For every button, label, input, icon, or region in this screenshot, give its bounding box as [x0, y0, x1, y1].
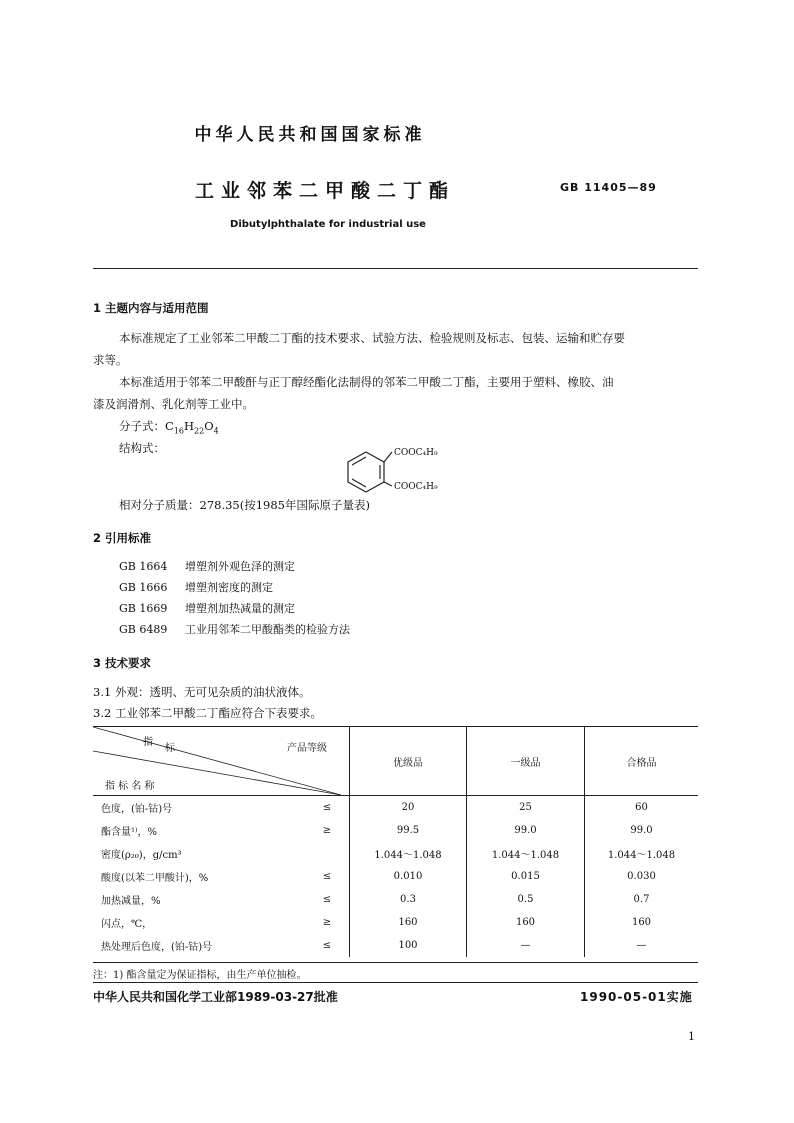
- item-name: 热处理后色度，(铂-钴)号: [101, 942, 213, 953]
- page-number: 1: [688, 1030, 695, 1043]
- value-qualified: —: [585, 934, 699, 957]
- formula-o: O: [204, 419, 214, 433]
- section-1-para2-line2: 漆及润滑剂、乳化剂等工业中。: [93, 397, 254, 411]
- structural-formula: [340, 440, 470, 500]
- header-biao: 标: [165, 743, 175, 754]
- header-zhi: 指: [143, 737, 153, 748]
- value-premium: 0.3: [350, 888, 467, 911]
- reference-item: [119, 556, 350, 577]
- substituent-2: COOC₄H₉: [394, 482, 438, 492]
- formula-label: 分子式：: [119, 419, 165, 433]
- grade-qualified: 合格品: [585, 727, 699, 796]
- reference-item: [119, 577, 350, 598]
- item-operator: ≤: [322, 940, 332, 951]
- reference-code: GB 1666: [119, 581, 168, 594]
- section-1-para2-line1: 本标准适用于邻苯二甲酸酐与正丁醇经酯化法制得的邻苯二甲酸二丁酯，主要用于塑料、橡胶、油: [119, 375, 614, 389]
- document-title: 工业邻苯二甲酸二丁酯: [194, 180, 455, 202]
- reference-code: GB 1664: [119, 560, 168, 573]
- value-premium: 1.044～1.048: [350, 842, 467, 865]
- table-row: [93, 842, 698, 865]
- grade-first: 一级品: [467, 727, 585, 796]
- table-row: [93, 888, 698, 911]
- approval-line: 中华人民共和国化学工业部1989-03-27批准: [93, 990, 338, 1004]
- value-qualified: 60: [585, 796, 699, 820]
- header-divider: [93, 268, 698, 269]
- value-qualified: 160: [585, 911, 699, 934]
- item-operator: ≤: [322, 894, 332, 905]
- substituent-1: COOC₄H₉: [394, 448, 438, 458]
- specification-table: [93, 727, 698, 957]
- formula-c-count: 16: [173, 426, 184, 436]
- table-row: [93, 796, 698, 820]
- formula-o-count: 4: [213, 426, 219, 436]
- reference-title: 增塑剂外观色泽的测定: [185, 560, 295, 573]
- reference-item: [119, 619, 350, 640]
- standard-code: GB 11405—89: [560, 181, 657, 194]
- benzene-ring: [348, 452, 384, 492]
- item-name: 加热减量，%: [101, 896, 161, 907]
- table-corner-header: [93, 727, 350, 796]
- value-premium: 20: [350, 796, 467, 820]
- formula-h: H: [184, 419, 195, 433]
- value-qualified: 0.030: [585, 865, 699, 888]
- reference-title: 工业用邻苯二甲酸酯类的检验方法: [185, 623, 350, 636]
- section-1-heading: 1 主题内容与适用范围: [93, 301, 209, 315]
- value-qualified: 0.7: [585, 888, 699, 911]
- reference-code: GB 6489: [119, 623, 168, 636]
- formula-h-count: 22: [194, 426, 205, 436]
- table-header-row: [93, 727, 698, 796]
- english-title: Dibutylphthalate for industrial use: [230, 219, 426, 230]
- formula-c: C: [165, 419, 174, 433]
- item-operator: ≥: [322, 917, 332, 928]
- item-name: 闪点，℃，: [101, 919, 153, 930]
- item-name: 酯含量¹⁾，%: [101, 827, 157, 838]
- molar-mass: 相对分子质量：278.35(按1985年国际原子量表): [119, 498, 370, 512]
- substituent-bond-1: [384, 452, 392, 462]
- header-product-grade: 产品等级: [287, 743, 327, 754]
- section-3-item-2: 3.2 工业邻苯二甲酸二丁酯应符合下表要求。: [93, 706, 322, 720]
- table-row: [93, 934, 698, 957]
- item-operator: ≤: [322, 871, 332, 882]
- value-first: —: [467, 934, 585, 957]
- section-2-heading: 2 引用标准: [93, 531, 152, 545]
- reference-title: 增塑剂加热减量的测定: [185, 602, 295, 615]
- value-qualified: 1.044～1.048: [585, 842, 699, 865]
- section-1-para1-line1: 本标准规定了工业邻苯二甲酸二丁酯的技术要求、试验方法、检验规则及标志、包装、运输和贮存要: [119, 331, 625, 345]
- value-first: 99.0: [467, 819, 585, 842]
- table-row: [93, 865, 698, 888]
- reference-code: GB 1669: [119, 602, 168, 615]
- implementation-date: 1990-05-01实施: [580, 990, 693, 1004]
- national-standard-heading: 中华人民共和国国家标准: [194, 125, 426, 145]
- reference-title: 增塑剂密度的测定: [185, 581, 273, 594]
- header-item-name: 指 标 名 称: [105, 781, 155, 792]
- section-1-para1-line2: 求等。: [93, 353, 128, 367]
- reference-list: [119, 556, 350, 640]
- table-row: [93, 819, 698, 842]
- table-bottom-rule: [93, 962, 698, 963]
- substituent-bond-2: [384, 482, 392, 486]
- value-first: 1.044～1.048: [467, 842, 585, 865]
- section-3-heading: 3 技术要求: [93, 656, 152, 670]
- value-first: 0.5: [467, 888, 585, 911]
- value-premium: 99.5: [350, 819, 467, 842]
- table-note: 注：1) 酯含量定为保证指标，由生产单位抽检。: [93, 970, 307, 981]
- value-premium: 160: [350, 911, 467, 934]
- value-qualified: 99.0: [585, 819, 699, 842]
- structure-label: 结构式：: [119, 441, 165, 455]
- value-first: 0.015: [467, 865, 585, 888]
- item-operator: ≥: [322, 825, 332, 836]
- reference-item: [119, 598, 350, 619]
- value-first: 160: [467, 911, 585, 934]
- table-row: [93, 911, 698, 934]
- item-operator: [305, 842, 350, 865]
- footer-rule: [93, 982, 698, 983]
- section-3-item-1: 3.1 外观：透明、无可见杂质的油状液体。: [93, 685, 311, 699]
- item-name: 色度，(铂-钴)号: [101, 804, 173, 815]
- item-name: 密度(ρ₂₀)，g/cm³: [101, 850, 182, 861]
- value-premium: 100: [350, 934, 467, 957]
- item-name: 酸度(以苯二甲酸计)，%: [101, 873, 209, 884]
- value-first: 25: [467, 796, 585, 820]
- value-premium: 0.010: [350, 865, 467, 888]
- item-operator: ≤: [322, 802, 332, 813]
- grade-premium: 优级品: [350, 727, 467, 796]
